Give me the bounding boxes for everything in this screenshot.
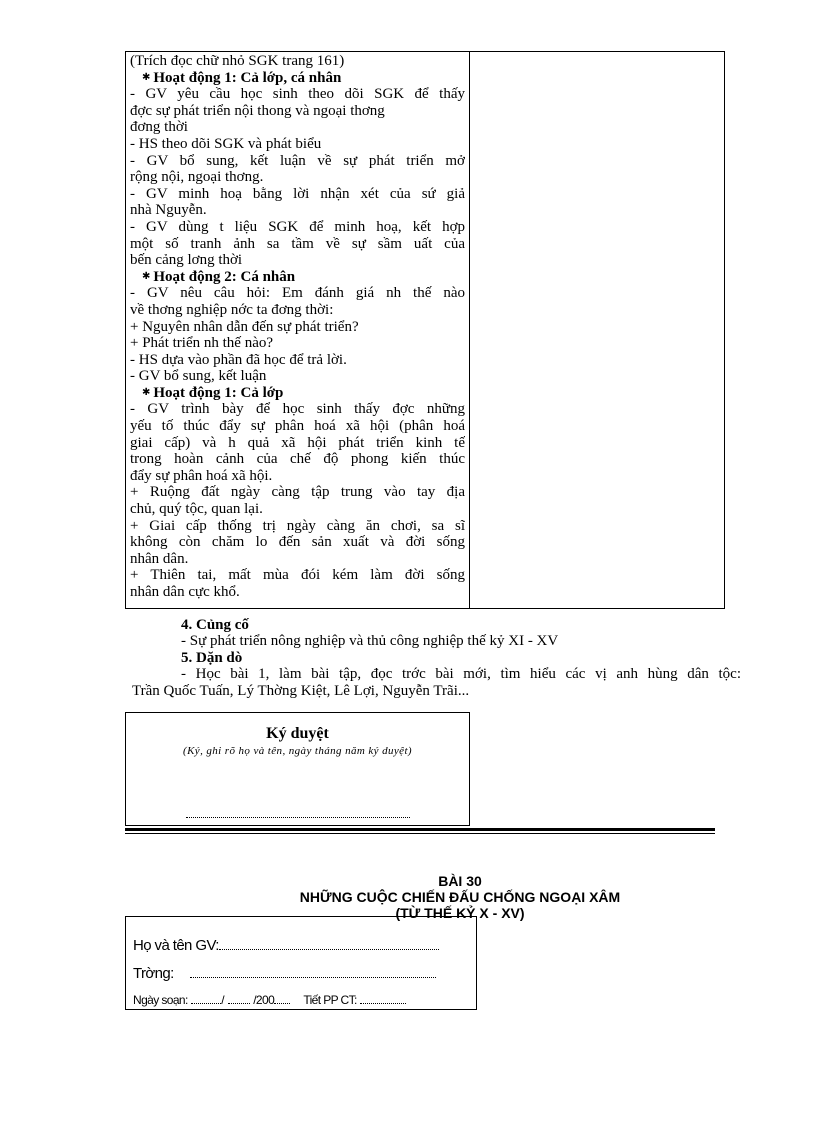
lesson-title: NHỮNG CUỘC CHIẾN ĐẤU CHỐNG NGOẠI XÂM — [299, 889, 621, 905]
lesson-subtitle: (TỪ THẾ KỶ X - XV) — [395, 905, 525, 921]
table-line: đơng thời — [130, 119, 188, 136]
table-line: - GV bổ sung, kết luận — [130, 368, 267, 385]
period-label: Tiết PP CT: — [303, 993, 357, 1007]
date-separator: / — [221, 993, 225, 1007]
bullet-star-icon: ✱ — [142, 270, 151, 282]
consolidate-heading: 4. Củng cố — [181, 617, 249, 633]
consolidate-text: - Sự phát triển nông nghiệp và thủ công nghiệp thế kỷ XI - XV — [181, 633, 559, 649]
table-line: không còn chăm lo đến sản xuất và đời sống — [130, 534, 465, 551]
date-day-field[interactable] — [191, 993, 221, 1004]
table-line: + Thiên tai, mất mùa đói kém làm đời sống — [130, 567, 465, 584]
date-month-field[interactable] — [228, 993, 250, 1004]
table-line: nhân dân cực khổ. — [130, 584, 240, 600]
table-line: - GV dùng t liệu SGK để minh hoạ, kết hợp — [130, 218, 465, 235]
date-year-field[interactable] — [274, 993, 290, 1004]
teacher-name-label: Họ và tên GV: — [133, 937, 219, 954]
table-line: nhân dân. — [130, 550, 189, 567]
table-line: giai cấp) và h quả xã hội phát triển kinh tế — [130, 434, 465, 451]
date-row — [133, 991, 406, 1008]
activity-heading — [130, 70, 465, 87]
table-line: - GV yêu cầu học sinh theo dõi SGK để thấy — [130, 86, 465, 103]
column-divider — [469, 52, 470, 608]
date-year-label: /200 — [253, 993, 275, 1007]
table-line: rộng nội, ngoại thơng. — [130, 169, 264, 186]
homework-line-2: Trần Quốc Tuấn, Lý Thờng Kiệt, Lê Lợi, Nguyễn Trãi... — [132, 683, 470, 699]
table-line: - GV trình bày để học sinh thấy đợc những — [130, 401, 465, 418]
table-line: bến cảng lơng thời — [130, 252, 243, 269]
table-line: - HS theo dõi SGK và phát biểu — [130, 135, 322, 152]
teacher-name-field[interactable] — [219, 939, 439, 950]
school-row — [133, 965, 436, 982]
table-line: + Phát triển nh thế nào? — [130, 335, 274, 352]
bullet-star-icon: ✱ — [142, 71, 151, 83]
approval-box — [125, 712, 470, 826]
period-field[interactable] — [360, 993, 406, 1004]
teacher-name-row — [133, 937, 439, 954]
table-line: về thơng nghiệp nớc ta đơng thời: — [130, 301, 334, 318]
table-line: - GV minh hoạ bằng lời nhận xét của sứ giả — [130, 185, 465, 202]
teacher-info-box — [125, 916, 477, 1010]
approval-subtitle: (Ký, ghi rõ họ và tên, ngày tháng năm ký duyệt) — [183, 745, 412, 757]
activity-heading — [130, 269, 465, 286]
date-label: Ngày soạn: — [133, 993, 188, 1007]
table-line: trong hoàn cảnh của chế độ phong kiến thúc — [130, 451, 465, 468]
homework-line-1: - Học bài 1, làm bài tập, đọc trớc bài mới, tìm hiểu các vị anh hùng dân tộc: — [181, 666, 741, 682]
table-line: + Giai cấp thống trị ngày càng ăn chơi, sa sĩ — [130, 517, 465, 534]
table-line: đẩy sự phân hoá xã hội. — [130, 467, 273, 484]
lesson-number: BÀI 30 — [438, 873, 482, 889]
table-line: nhà Nguyễn. — [130, 202, 207, 219]
table-line: - GV bổ sung, kết luận về sự phát triển mở — [130, 152, 465, 169]
table-line: + Nguyên nhân dẫn đến sự phát triển? — [130, 318, 359, 335]
table-line: một số tranh ảnh sa tầm về sự sầm uất của — [130, 235, 465, 252]
section-rule — [125, 828, 715, 831]
section-rule-thin — [125, 833, 715, 834]
bullet-star-icon: ✱ — [142, 386, 151, 398]
table-line: đợc sự phát triển nội thong và ngoại thơng — [130, 102, 385, 119]
activity-heading-text: Hoạt động 2: Cá nhân — [153, 268, 296, 285]
table-line: - GV nêu câu hỏi: Em đánh giá nh thế nào — [130, 285, 465, 302]
table-line: - HS dựa vào phần đã học để trả lời. — [130, 351, 347, 368]
school-label: Trờng: — [133, 965, 174, 982]
activity-heading-text: Hoạt động 1: Cả lớp, cá nhân — [153, 69, 342, 86]
activity-heading — [130, 385, 465, 402]
table-line: chủ, quý tộc, quan lại. — [130, 501, 263, 518]
school-field[interactable] — [190, 967, 436, 978]
teacher-activities-column — [130, 53, 465, 601]
homework-heading: 5. Dặn dò — [181, 650, 243, 666]
approval-right-border — [469, 712, 470, 826]
activity-heading-text: Hoạt động 1: Cả lớp — [153, 384, 284, 401]
table-line: (Trích đọc chữ nhỏ SGK trang 161) — [130, 53, 345, 69]
table-line: + Ruộng đất ngày càng tập trung vào tay địa — [130, 484, 465, 501]
table-line: yếu tố thúc đẩy sự phân hoá xã hội (phân hoá — [130, 418, 465, 435]
approval-title: Ký duyệt — [266, 725, 329, 742]
signature-line[interactable] — [186, 817, 410, 818]
activities-table — [125, 51, 725, 609]
